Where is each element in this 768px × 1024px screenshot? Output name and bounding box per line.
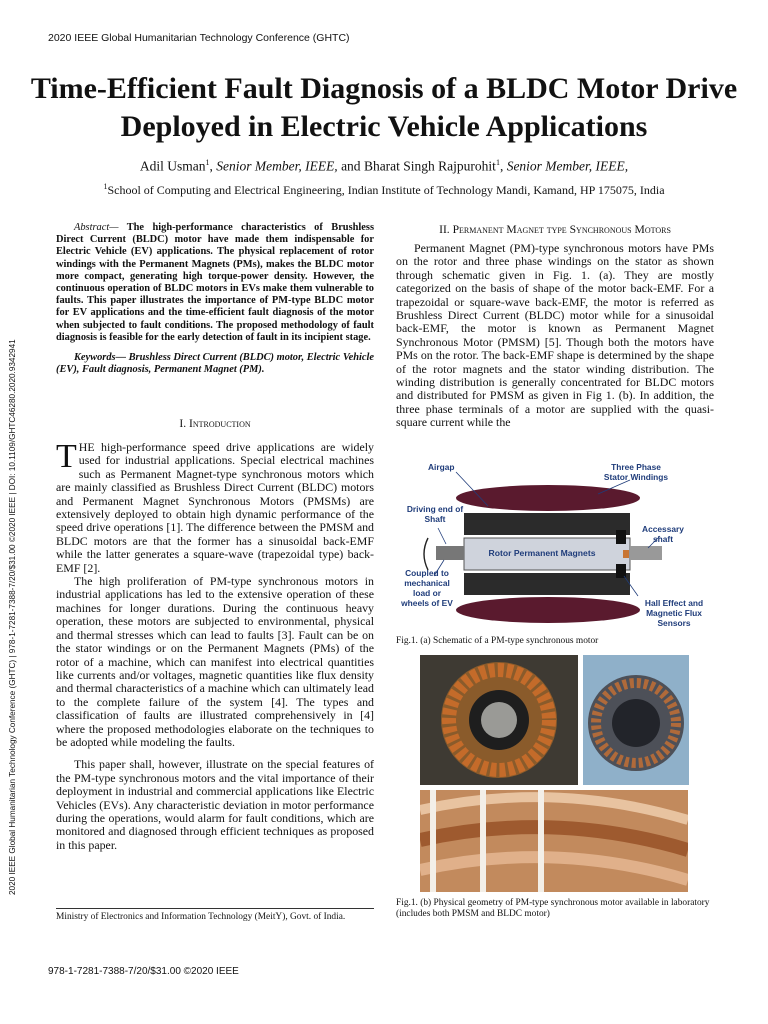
accessory-shaft [630,546,662,560]
label-stator-windings: Three Phase Stator Windings [603,462,669,482]
author-conjunction: and [337,158,364,174]
label-hall-sensors: Hall Effect and Magnetic Flux Sensors [644,598,704,628]
affiliation-text: School of Computing and Electrical Engineering, Indian Institute of Technology Mandi, Kamand, HP 175075, India [107,183,665,197]
paper-title: Time-Efficient Fault Diagnosis of a BLDC Motor Drive Deployed in Electric Vehicle Applications [30,72,738,143]
stator-core-bottom [464,573,630,595]
label-coupled-load: Coupled to mechanical load or wheels of EV [401,568,453,608]
stator-core-top [464,513,630,535]
intro-paragraph-1 [56,438,374,575]
driving-leader [438,528,446,544]
stator-winding-bottom [456,597,640,623]
stator-photo-2 [583,655,689,785]
stator-winding-top [456,485,640,511]
intro-heading: I. Introduction [179,417,251,430]
rotation-arrow [424,538,428,570]
label-accessory-shaft: Accessary shaft [642,524,684,544]
side-doi-strip: 2020 IEEE Global Humanitarian Technology Conference (GHTC) | 978-1-7281-7388-7/20/$31.00 ©2020 IEEE | DOI: 10.1109/GHTC46280.2020.9342941 [8,339,17,895]
winding-closeup-photo [420,790,688,892]
fig1a-caption: Fig.1. (a) Schematic of a PM-type synchronous motor [396,636,599,646]
conference-header: 2020 IEEE Global Humanitarian Technology Conference (GHTC) [48,32,350,44]
affiliation [30,182,738,198]
author-2-name: Bharat Singh Rajpurohit [363,158,496,174]
stator-photo-1 [420,655,578,785]
label-airgap: Airgap [428,462,455,472]
abstract-text: The high-performance characteristics of Brushless Direct Current (BLDC) motor have made them indispensable for Electric Vehicle (EV) applications. The physical replacement of rotor windings with the Permanent Magnets (PMs), makes the BLDC motor more compact, generating high torque-power density. However, the continuous operation of BLDC motors in EVs make them vulnerable to faults. This paper illustrates the importance of PM-type BLDC motor for EV applications and the time-efficient fault diagnosis of the motor when subjected to fault conditions. The proposed methodology of fault diagnosis is feasible for the early detection of fault in its incipient stage. [56,222,374,343]
abstract [56,222,374,344]
label-rotor-magnets: Rotor Permanent Magnets [488,548,596,558]
keywords-text: Brushless Direct Current (BLDC) motor, Electric Vehicle (EV), Fault diagnosis, Permanent Magnet (PM). [56,352,374,376]
keywords [56,352,374,376]
hall-sensor-bottom [616,564,626,578]
intro-paragraph-2: The high proliferation of PM-type synchronous motors in industrial applications has led to the extensive operation of these machines for longer durations. During the continuous heavy operation, these motors are subjected to environmental, physical and thermal stresses which can lead to faults [3]. Fault can be on the stator windings or on the Permanent Magnets (PMs) of the rotor of a machine, which can manifest into electrical quantities like currents and/or voltages, magnetic quantities like flux density and thermal characteristics of a machine which can ultimately lead to the complete failure of the system [4]. The types and classification of faults are illustrated comprehensively in [4] where the proposed methodologies elaborate on the techniques to be adopted while modeling the faults. [56,574,374,749]
author-1-name: Adil Usman [139,158,206,174]
author-line: Adil Usman$^1$, Senior Member, IEEE, and Bharat Singh Rajpurohit$^1$, Senior Member, IEEE, [139,158,629,174]
footnote: Ministry of Electronics and Information Technology (MeitY), Govt. of India. [56,908,374,922]
author-2-sup: 1 [495,158,500,167]
abstract-label: Abstract— [74,222,119,233]
intro-body [56,438,374,852]
driving-shaft [436,546,464,560]
section2-paragraph-1: Permanent Magnet (PM)-type synchronous motors have PMs on the rotor and three phase windings on the stator as shown through schematic given in Fig. 1. (a). They are mostly categorized on the basis of shape of the motor back-EMF. For a trapezoidal or square-wave back-EMF, the motor is referred as Brushless Direct Current (BLDC) motor while for a sinusoidal back-EMF, the motor is known as Permanent Magnet Synchronous Motor (PMSM) [5]. Though both the motors have PMs on the rotor. The back-EMF shape is determined by the shape of the rotor magnets and the stator winding distribution. The winding distribution is generally concentrated for BLDC motors and distributed for PMSM as given in Fig 1. (b). In addition, the three phase terminals of a motor are supplied with the quasi-square current while the [396,241,714,430]
author-2-role: Senior Member, IEEE, [506,158,629,174]
keywords-label: Keywords— [74,352,126,363]
label-driving-shaft: Driving end of Shaft [406,504,464,524]
bottom-copyright: 978-1-7281-7388-7/20/$31.00 ©2020 IEEE [48,966,239,977]
sensor-magnet [623,550,629,558]
affiliation-sup: 1 [103,182,108,191]
intro-dropcap: T [56,438,77,475]
author-1-role: Senior Member, IEEE, [216,158,338,174]
hall-sensor-top [616,530,626,544]
fig1b-caption: Fig.1. (b) Physical geometry of PM-type synchronous motor available in laboratory (includes both PMSM and BLDC motor) [396,898,710,919]
section2-heading: II. Permanent Magnet type Synchronous Motors [439,223,671,236]
intro-paragraph-3: This paper shall, however, illustrate on the special features of the PM-type synchronous motors and the vital importance of their deployment in industrial and commercial applications like Electric Vehicles (EVs). Any characteristic deviation in motor performance during the operations, would alarm for fault conditions, which are monitored and diagnosed through efficient techniques as proposed in this paper. [56,757,374,852]
author-1-sup: 1 [205,158,210,167]
intro-p1-text: HE high-performance speed drive applications are widely used for industrial applications. Special electrical machines such as Permanent Magnet-type synchronous motors which are mainly classified as Brushless Direct Current (BLDC) motors and Permanent Magnet Synchronous Motors (PMSMs) are extensively deployed to obtain high dynamic performance of the speed drive operations [1]. The difference between the PMSM and BLDC motors are that the former has a sinusoidal back-EMF while the latter generates a square-wave (trapezoidal type) back-EMF [2]. [56,440,374,575]
